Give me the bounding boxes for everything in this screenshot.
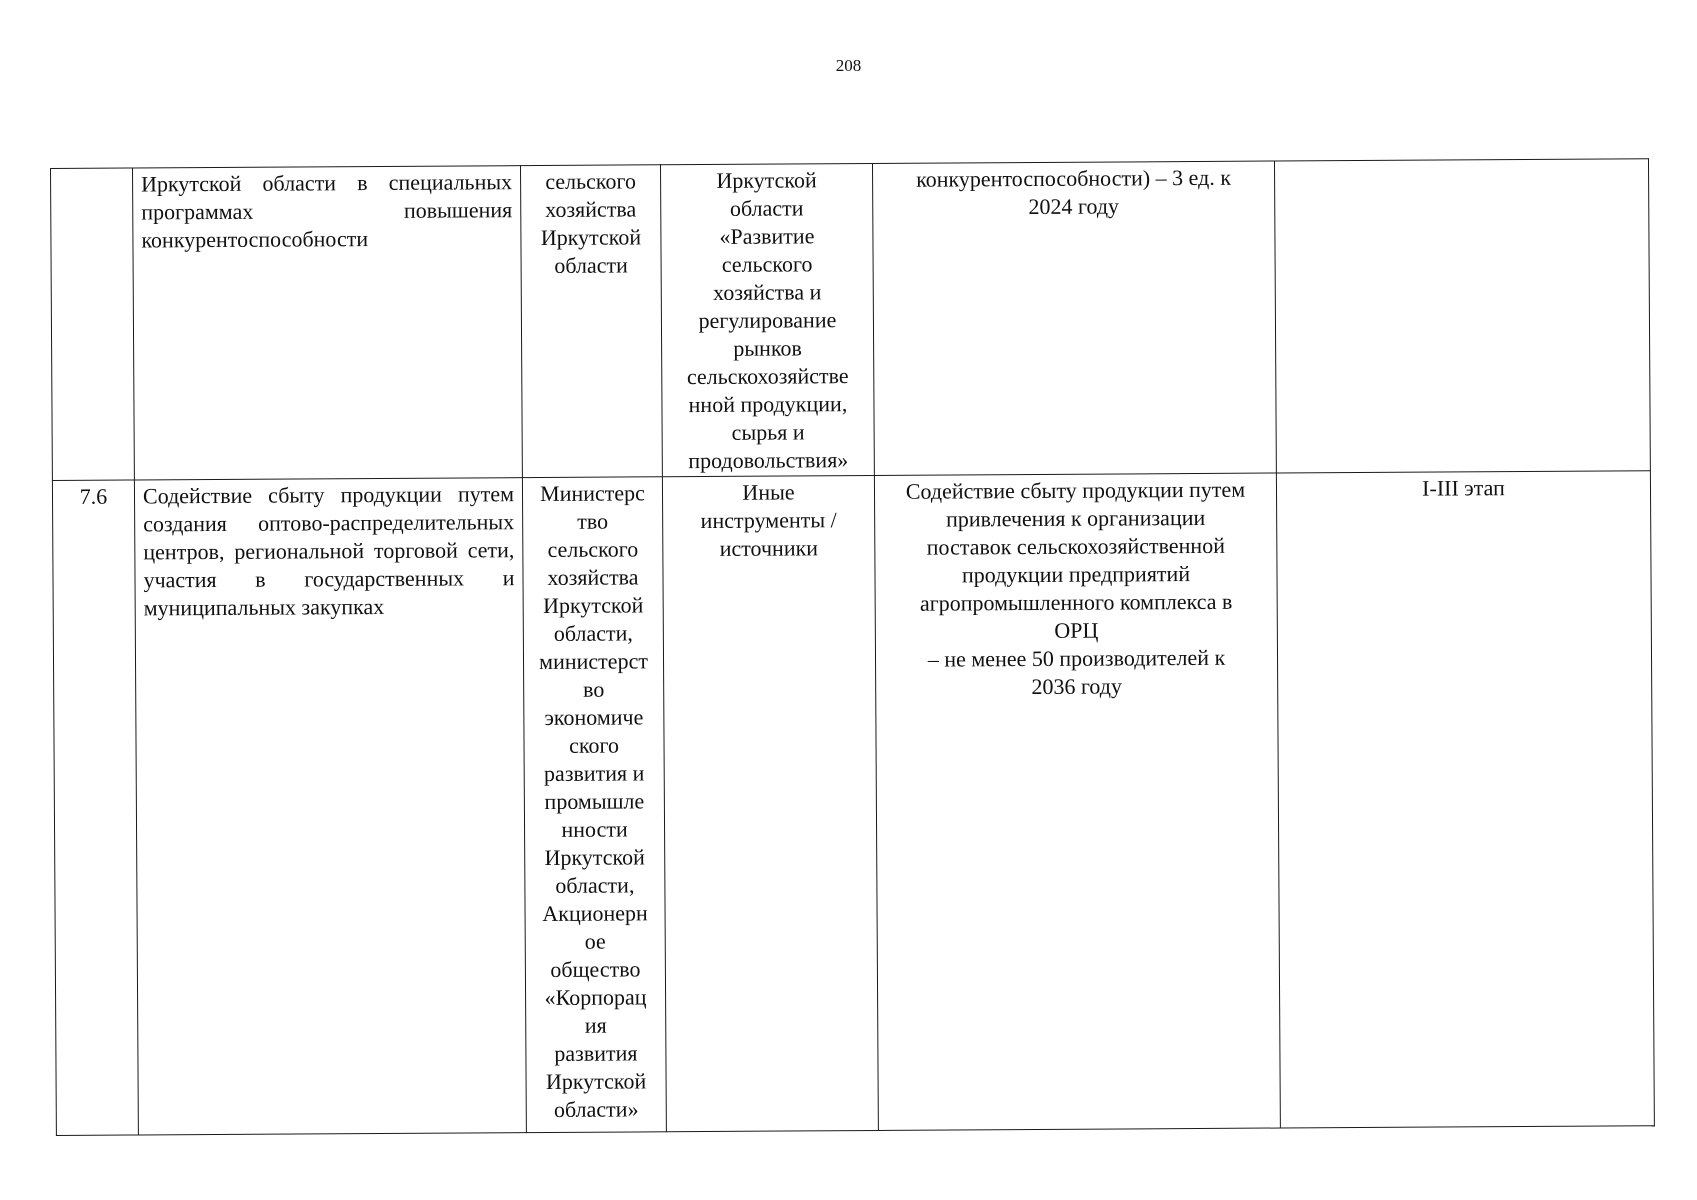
measures-table: [50, 158, 1655, 1136]
result-cell: [872, 161, 1276, 475]
activity-cell: [134, 478, 526, 1135]
stage-cell: [1276, 471, 1654, 1128]
table-row: [52, 471, 1654, 1136]
page-number: 208: [835, 56, 862, 75]
executor-cell: [520, 165, 662, 478]
table-row: [51, 159, 1651, 481]
stage-text: I-III этап: [1422, 475, 1505, 501]
activity-text: Иркутской области в специальных программах повышения конкурентоспособности: [141, 169, 513, 253]
stage-text: [1283, 161, 1640, 163]
stage-cell: [1274, 159, 1650, 473]
executor-text: сельского хозяйства Иркутской области: [540, 168, 642, 278]
activity-cell: [133, 166, 523, 480]
result-cell: [874, 473, 1280, 1130]
funding-text: Иркутской области «Развитие сельского хозяйства и регулирование рынков сельскохозяйстве нной продукции, сырья и продовольствия»: [686, 167, 849, 474]
executor-cell: [522, 477, 666, 1133]
activity-text: Содействие сбыту продукции путем создания оптово-распределительных центров, региональной торговой сети, участия в государственных и муниципальных закупках: [142, 481, 515, 621]
row-number: 7.6: [79, 483, 108, 509]
result-text: Содействие сбыту продукции путем привлечения к организации поставок сельскохозяйственной продукции предприятий агропромышленного комплекса в ОРЦ – не менее 50 производителей к 2036 году: [905, 476, 1246, 700]
funding-cell: [662, 475, 878, 1131]
result-text: конкурентоспособности) – 3 ед. к 2024 году: [916, 164, 1232, 220]
row-number-cell: [52, 480, 138, 1135]
funding-text: Иные инструменты / источники: [700, 479, 837, 561]
funding-cell: [660, 163, 874, 476]
executor-text: Министерс тво сельского хозяйства Иркутской области, министерст во экономиче ского развития и промышле нности Иркутской области, Акционерн ое общество «Корпорац ия развития Иркутской области»: [539, 480, 648, 1122]
row-number-cell: [51, 168, 135, 480]
